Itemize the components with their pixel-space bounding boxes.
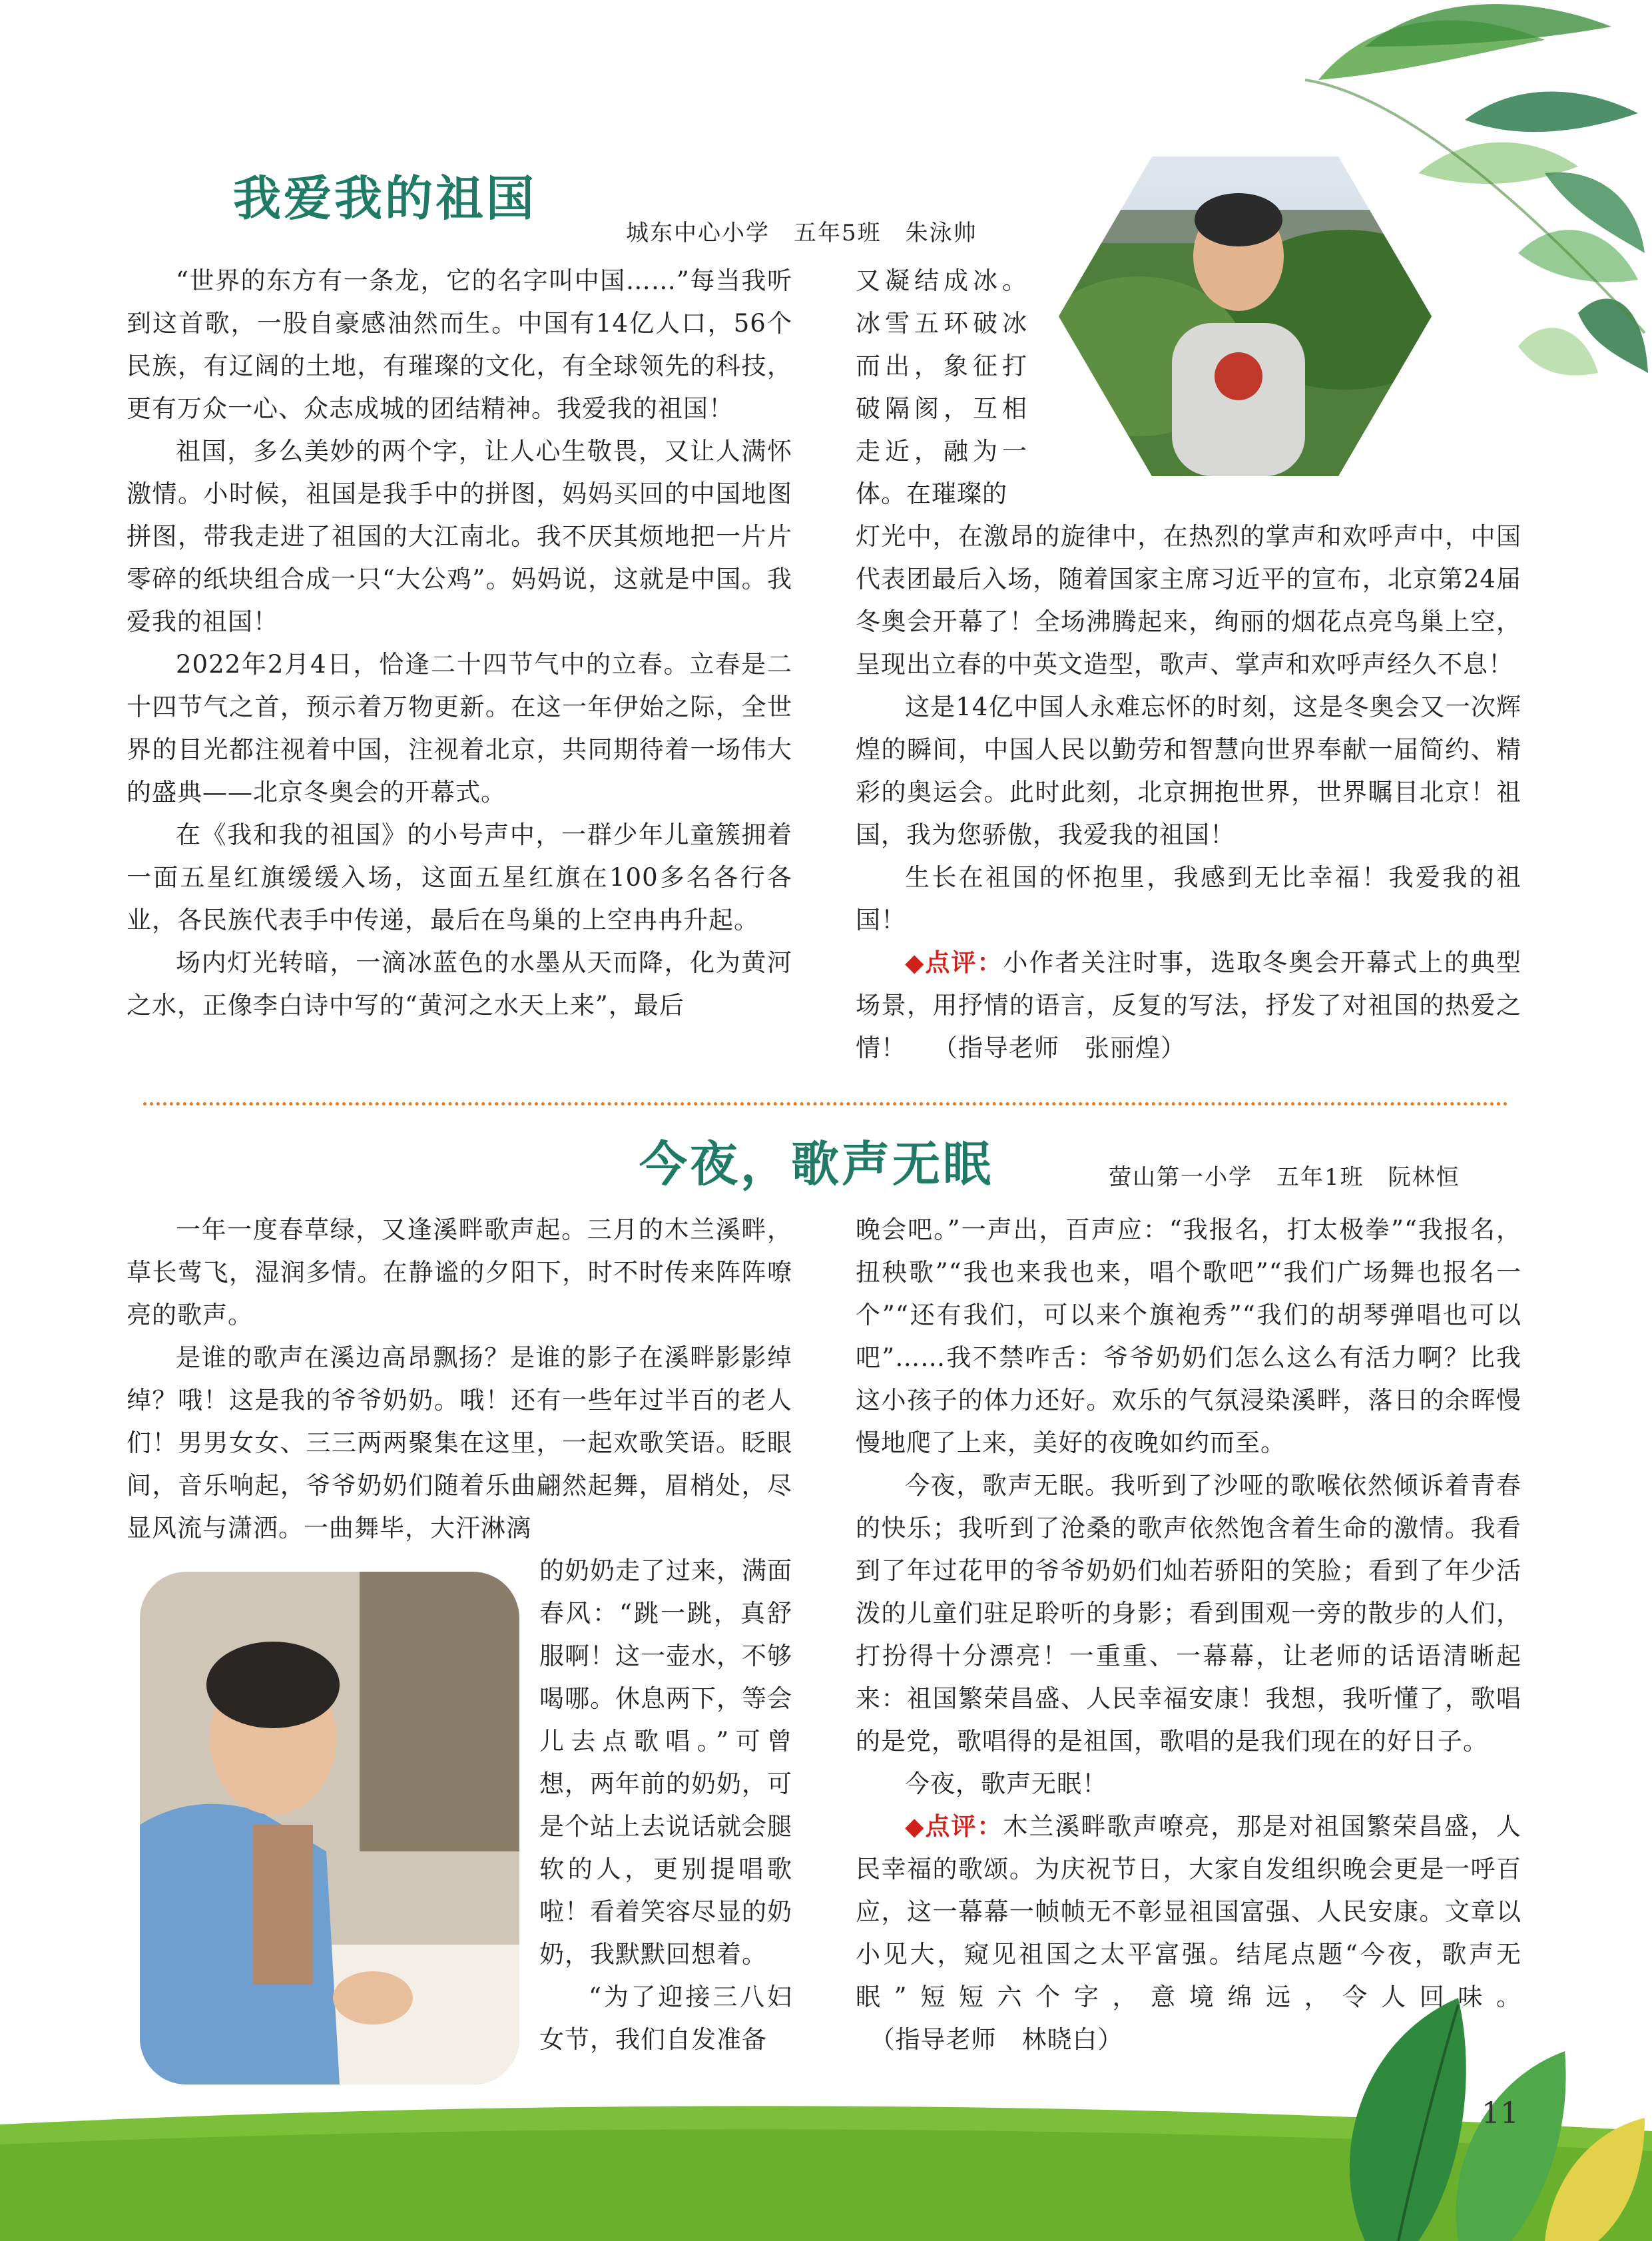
paragraph: 在《我和我的祖国》的小号声中，一群少年儿童簇拥着一面五星红旗缓缓入场，这面五星红旗在100多名各行各业，各民族代表手中传递，最后在鸟巢的上空冉冉升起。 [127, 820, 792, 934]
paragraph: 场内灯光转暗，一滴冰蓝色的水墨从天而降，化为黄河之水，正像李白诗中写的“黄河之水天上来”，最后 [127, 948, 792, 1020]
paragraph: 这是14亿中国人永难忘怀的时刻，这是冬奥会又一次辉煌的瞬间，中国人民以勤劳和智慧向世界奉献一届简约、精彩的奥运会。此时此刻，北京拥抱世界，世界瞩目北京！祖国，我为您骄傲，我爱我的祖国！ [856, 693, 1521, 849]
paragraph: 今夜，歌声无眠！ [905, 1769, 1107, 1798]
paragraph: 晚会吧。”一声出，百声应：“我报名，打太极拳”“我报名，扭秧歌”“我也来我也来，唱个歌吧”“我们广场舞也报名一个”“还有我们，可以来个旗袍秀”“我们的胡琴弹唱也可以吧”……我不禁咋舌：爷爷奶奶们怎么这么有活力啊？比我这小孩子的体力还好。欢乐的气氛浸染溪畔，落日的余晖慢慢地爬了上来，美好的夜晚如约而至。 [856, 1215, 1521, 1457]
page-number: 11 [1482, 2096, 1519, 2130]
article2-left-narrow [539, 1550, 792, 2061]
article1-right-narrow [856, 260, 1027, 515]
article1-comment [856, 942, 1521, 1070]
paragraph: 一年一度春草绿，又逢溪畔歌声起。三月的木兰溪畔，草长莺飞，湿润多情。在静谧的夕阳下，时不时传来阵阵嘹亮的歌声。 [127, 1215, 792, 1329]
paragraph: 是谁的歌声在溪边高昂飘扬？是谁的影子在溪畔影影绰绰？哦！这是我的爷爷奶奶。哦！还有一些年过半百的老人们！男男女女、三三两两聚集在这里，一起欢歌笑语。眨眼间，音乐响起，爷爷奶奶们随着乐曲翩然起舞，眉梢处，尽显风流与潇洒。一曲舞毕，大汗淋漓 [127, 1343, 792, 1542]
boy-writing-photo [140, 1572, 519, 2084]
section-divider [143, 1102, 1508, 1106]
comment-teacher: （指导老师 林晓白） [882, 2025, 1123, 2054]
paragraph: 生长在祖国的怀抱里，我感到无比幸福！我爱我的祖国！ [856, 863, 1521, 934]
article1-left-column [127, 260, 792, 1027]
article2-title: 今夜，歌声无眠 [639, 1136, 994, 1192]
paragraph: 又凝结成冰。冰雪五环破冰而出，象征打破隔阂，互相走近，融为一体。在璀璨的 [856, 266, 1027, 508]
article1-right-column [856, 515, 1521, 1070]
paragraph: 2022年2月4日，恰逢二十四节气中的立春。立春是二十四节气之首，预示着万物更新。在这一年伊始之际，全世界的目光都注视着中国，注视着北京，共同期待着一场伟大的盛典——北京冬奥会的开幕式。 [127, 650, 792, 806]
paragraph: “世界的东方有一条龙，它的名字叫中国……”每当我听到这首歌，一股自豪感油然而生。中国有14亿人口，56个民族，有辽阔的土地，有璀璨的文化，有全球领先的科技，更有万众一心、众志成城的团结精神。我爱我的祖国！ [127, 266, 792, 423]
article2-right-column [856, 1209, 1521, 2061]
comment-text: 小作者关注时事，选取冬奥会开幕式上的典型场景，用抒情的语言，反复的写法，抒发了对祖国的热爱之情！ [856, 948, 1521, 1062]
article1-title: 我爱我的祖国 [233, 170, 537, 226]
paragraph: 的奶奶走了过来，满面春风：“跳一跳，真舒服啊！这一壶水，不够喝哪。休息两下，等会儿去点歌唱。”可曾想，两年前的奶奶，可是个站上去说话就会腿软的人，更别提唱歌啦！看着笑容尽显的奶奶，我默默回想着。 [539, 1556, 792, 1969]
article2-byline: 萤山第一小学 五年1班 阮林恒 [1109, 1164, 1460, 1191]
comment-teacher: （指导老师 张丽煌） [933, 1034, 1186, 1062]
comment-label: ◆点评： [905, 948, 1003, 977]
comment-label: ◆点评： [905, 1812, 1003, 1841]
article1-byline: 城东中心小学 五年5班 朱泳帅 [626, 220, 977, 246]
article2-left-column [127, 1209, 792, 1550]
comment-text: 木兰溪畔歌声嘹亮，那是对祖国繁荣昌盛，人民幸福的歌颂。为庆祝节日，大家自发组织晚会更是一呼百应，这一幕幕一帧帧无不彰显祖国富强、人民安康。文章以小见大，窥见祖国之太平富强。结尾点题“今夜，歌声无眠”短短六个字，意境绵远，令人回味。 [856, 1812, 1521, 2011]
paragraph: “为了迎接三八妇女节，我们自发准备 [539, 1983, 792, 2054]
paragraph: 灯光中，在激昂的旋律中，在热烈的掌声和欢呼声中，中国代表团最后入场，随着国家主席习近平的宣布，北京第24届冬奥会开幕了！全场沸腾起来，绚丽的烟花点亮鸟巢上空，呈现出立春的中英文造型，歌声、掌声和欢呼声经久不息！ [856, 522, 1521, 679]
boy-portrait-photo [1059, 157, 1432, 476]
paragraph: 祖国，多么美妙的两个字，让人心生敬畏，又让人满怀激情。小时候，祖国是我手中的拼图，妈妈买回的中国地图拼图，带我走进了祖国的大江南北。我不厌其烦地把一片片零碎的纸块组合成一只“大公鸡”。妈妈说，这就是中国。我爱我的祖国！ [127, 437, 792, 636]
paragraph: 今夜，歌声无眠。我听到了沙哑的歌喉依然倾诉着青春的快乐；我听到了沧桑的歌声依然饱含着生命的激情。我看到了年过花甲的爷爷奶奶们灿若骄阳的笑脸；看到了年少活泼的儿童们驻足聆听的身影；看到围观一旁的散步的人们，打扮得十分漂亮！一重重、一幕幕，让老师的话语清晰起来：祖国繁荣昌盛、人民幸福安康！我想，我听懂了，歌唱的是党，歌唱得的是祖国，歌唱的是我们现在的好日子。 [856, 1471, 1521, 1756]
